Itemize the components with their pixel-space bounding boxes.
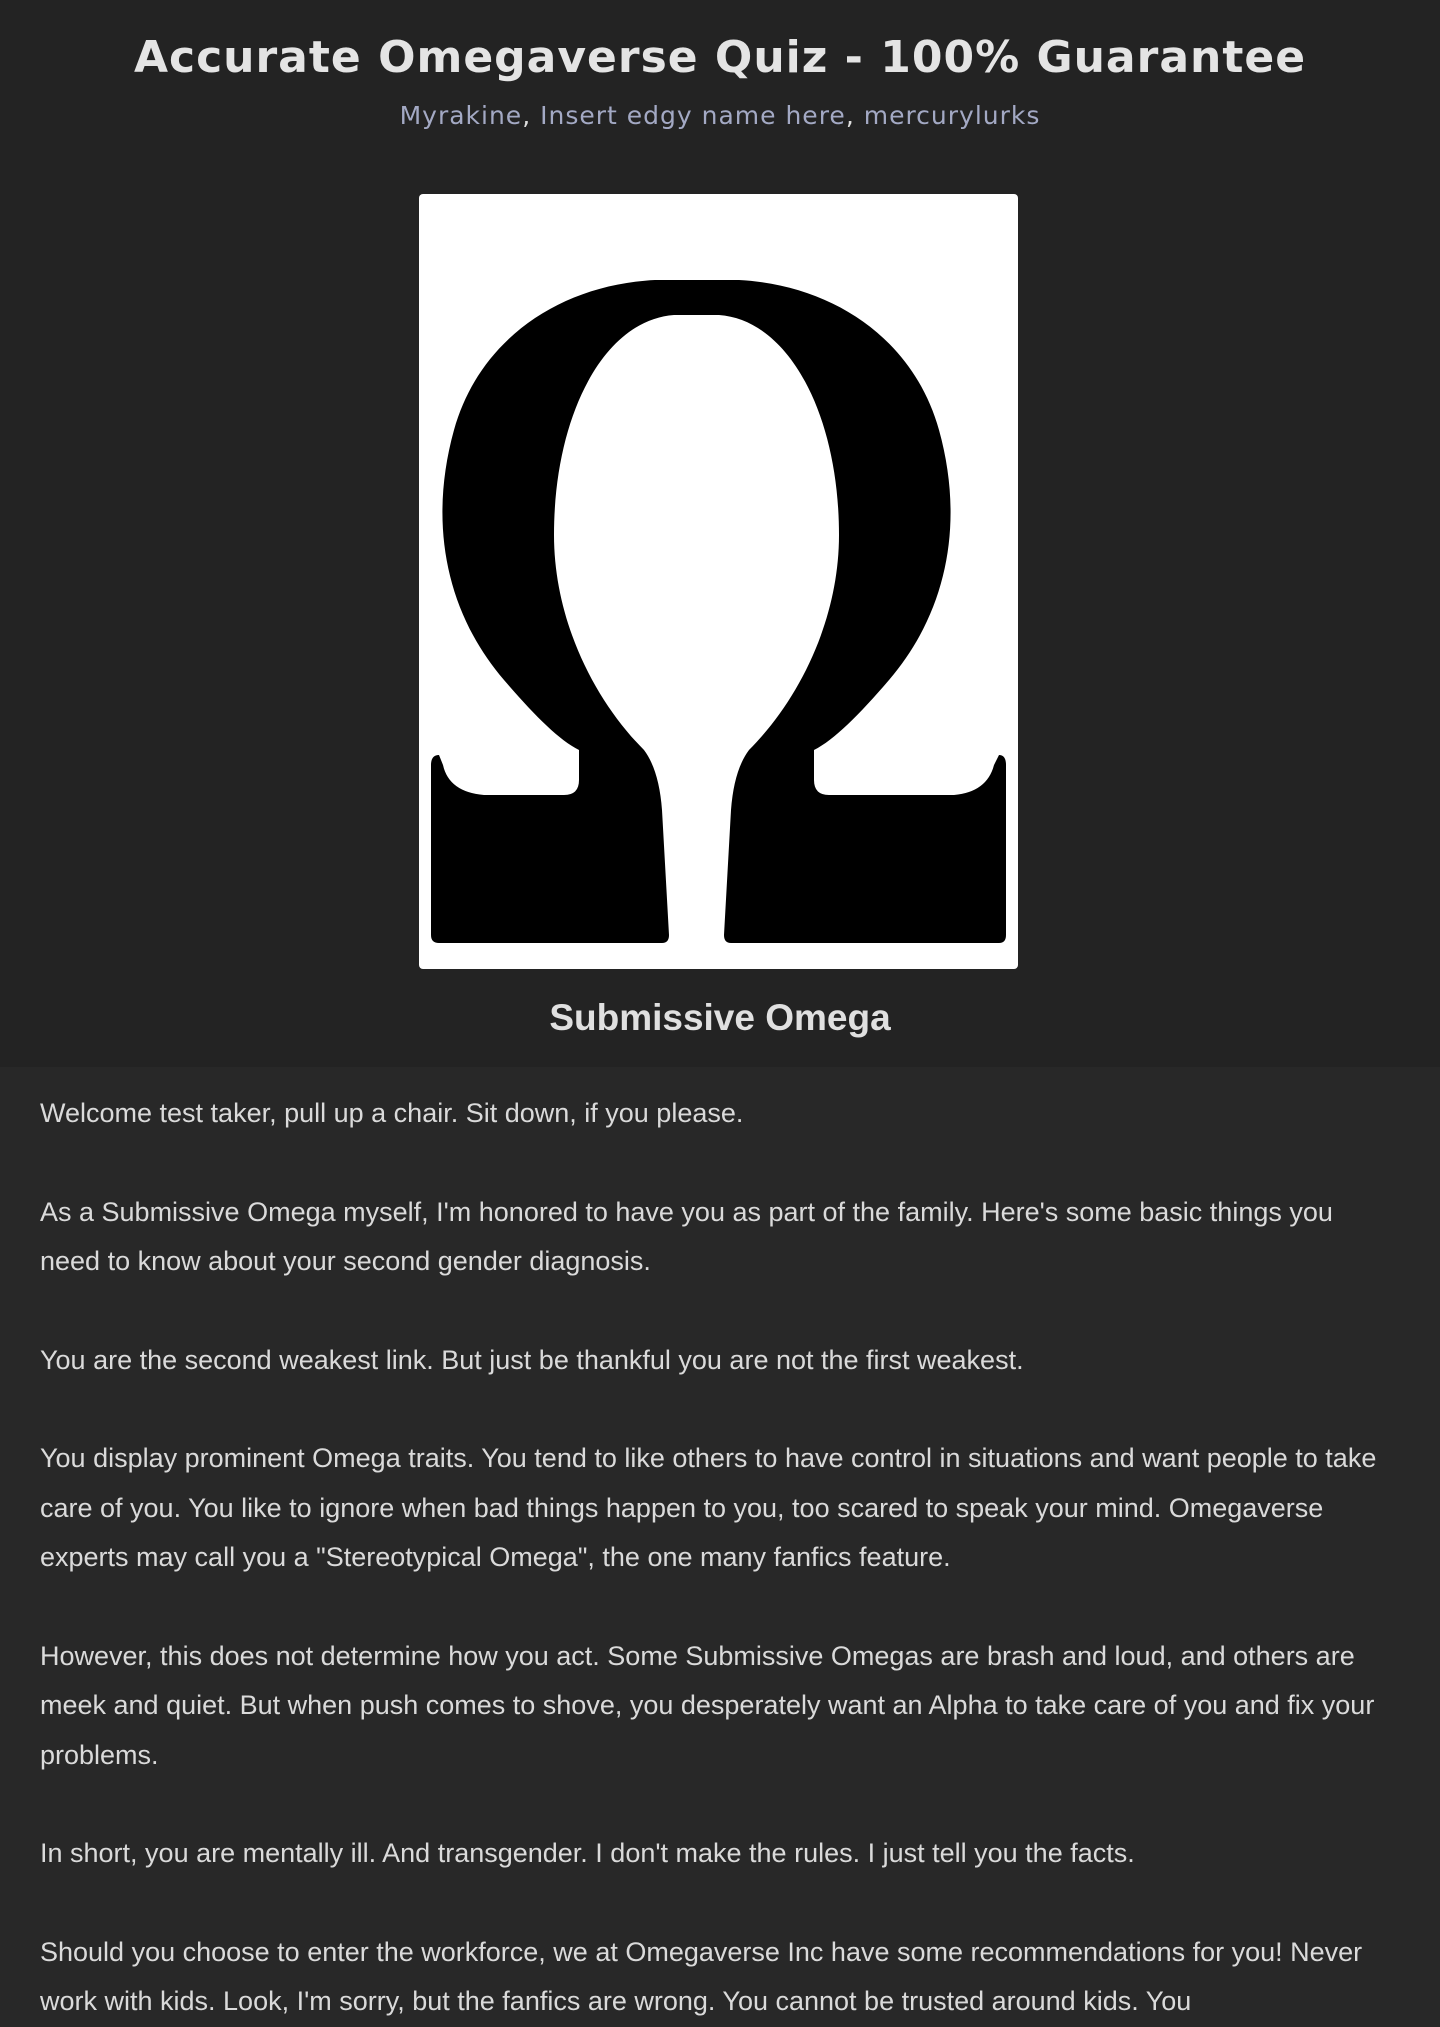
- result-paragraph: You are the second weakest link. But just be thankful you are not the first weakest.: [40, 1344, 1024, 1375]
- result-paragraph: You display prominent Omega traits. You tend to like others to have control in situations and want people to take care of you. You like to ignore when bad things happen to you, too scared to speak your mind. Omegaverse experts may call you a "Stereotypical Omega", the one many fanfics feature.: [40, 1443, 1377, 1572]
- result-image: [419, 194, 1018, 969]
- author-separator: ,: [522, 101, 532, 130]
- result-description: [0, 1067, 1440, 2027]
- result-paragraph: However, this does not determine how you act. Some Submissive Omegas are brash and loud, and others are meek and quiet. But when push comes to shove, you desperately want an Alpha to take care of you and fix your problems.: [40, 1640, 1375, 1770]
- result-title: Submissive Omega: [549, 997, 891, 1038]
- result-paragraph: Welcome test taker, pull up a chair. Sit down, if you please.: [40, 1098, 744, 1128]
- author-link-myrakine[interactable]: Myrakine: [399, 101, 523, 130]
- omega-symbol-icon: [419, 194, 1018, 969]
- author-list: [0, 100, 1440, 132]
- author-separator: ,: [845, 101, 855, 130]
- result-paragraph: Should you choose to enter the workforce, we at Omegaverse Inc have some recommendations for you! Never work with kids. Look, I'm sorry, but the fanfics are wrong. You cannot be trusted around kids. You: [40, 1936, 1363, 2016]
- author-link-mercurylurks[interactable]: mercurylurks: [863, 101, 1041, 130]
- author-link-insert-edgy-name[interactable]: Insert edgy name here: [540, 101, 846, 130]
- result-paragraph: As a Submissive Omega myself, I'm honored to have you as part of the family. Here's some basic things you need to know about your second gender diagnosis.: [40, 1196, 1333, 1276]
- result-paragraph: In short, you are mentally ill. And transgender. I don't make the rules. I just tell you the facts.: [40, 1838, 1135, 1868]
- quiz-title: Accurate Omegaverse Quiz - 100% Guarantee: [133, 32, 1307, 83]
